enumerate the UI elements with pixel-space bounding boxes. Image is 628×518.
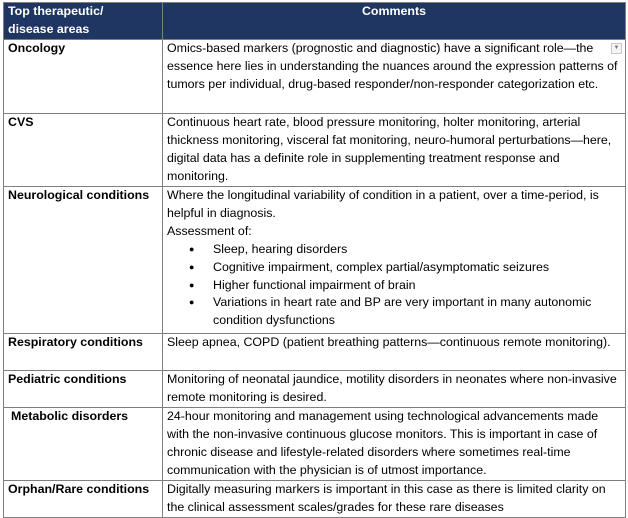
- area-pediatric: Pediatric conditions: [4, 371, 163, 408]
- neuro-intro: Where the longitudinal variability of condition in a patient, over a time-period, is helpful in diagnosis.: [167, 188, 599, 220]
- area-neurological: Neurological conditions: [4, 187, 163, 334]
- table-row-pediatric: [4, 371, 626, 408]
- list-item: ● Variations in heart rate and BP are very important in many autonomic condition dysfunctions: [213, 294, 621, 330]
- comment-respiratory: Sleep apnea, COPD (patient breathing patterns—continuous remote monitoring).: [163, 334, 626, 371]
- comment-metabolic: 24-hour monitoring and management using technological advancements made with the non-invasive continuous glucose monitors. This is important in case of chronic disease and lifestyle-related disorders where sometimes real-time communication with the physician is of utmost importance.: [163, 407, 626, 480]
- table-row-oncology: [4, 40, 626, 114]
- neuro-assessment-label: Assessment of:: [167, 223, 252, 238]
- comment-oncology: [163, 40, 626, 114]
- list-item: ● Cognitive impairment, complex partial/asymptomatic seizures: [213, 259, 621, 277]
- area-oncology: Oncology: [4, 40, 163, 114]
- comment-oncology-text: Omics-based markers (prognostic and diagnostic) have a significant role—the essence here lies in understanding the nuances around the expression patterns of tumors per individual, drug-based responder/non-responder categorization etc.: [167, 41, 618, 91]
- table-row-cvs: [4, 114, 626, 187]
- area-respiratory: Respiratory conditions: [4, 334, 163, 371]
- comment-neurological: [163, 187, 626, 334]
- comment-orphan: Digitally measuring markers is important in this case as there is limited clarity on the clinical assessment scales/grades for these rare diseases: [163, 480, 626, 517]
- therapeutic-areas-table: [3, 2, 626, 518]
- list-item: ● Sleep, hearing disorders: [213, 241, 621, 259]
- table-row-orphan: [4, 480, 626, 517]
- table-header-row: [4, 3, 626, 40]
- dropdown-arrow-icon[interactable]: ▼: [611, 43, 622, 54]
- neuro-bullet-list: [167, 241, 621, 331]
- comment-cvs: Continuous heart rate, blood pressure monitoring, holter monitoring, arterial thickness monitoring, visceral fat monitoring, neuro-humoral perturbations—here, digital data has a definite role in supplementing treatment response and monitoring.: [163, 114, 626, 187]
- table-row-respiratory: [4, 334, 626, 371]
- area-orphan: Orphan/Rare conditions: [4, 480, 163, 517]
- header-col1-line1: Top therapeutic/: [8, 4, 104, 18]
- comment-pediatric: Monitoring of neonatal jaundice, motility disorders in neonates where non-invasive remote monitoring is desired.: [163, 371, 626, 408]
- header-comments: Comments: [163, 3, 626, 40]
- header-therapeutic-areas: [4, 3, 163, 40]
- table-row-metabolic: [4, 407, 626, 480]
- area-cvs: CVS: [4, 114, 163, 187]
- list-item: ● Higher functional impairment of brain: [213, 277, 621, 295]
- table-row-neurological: [4, 187, 626, 334]
- area-metabolic: Metabolic disorders: [4, 407, 163, 480]
- header-col1-line2: disease areas: [8, 21, 90, 36]
